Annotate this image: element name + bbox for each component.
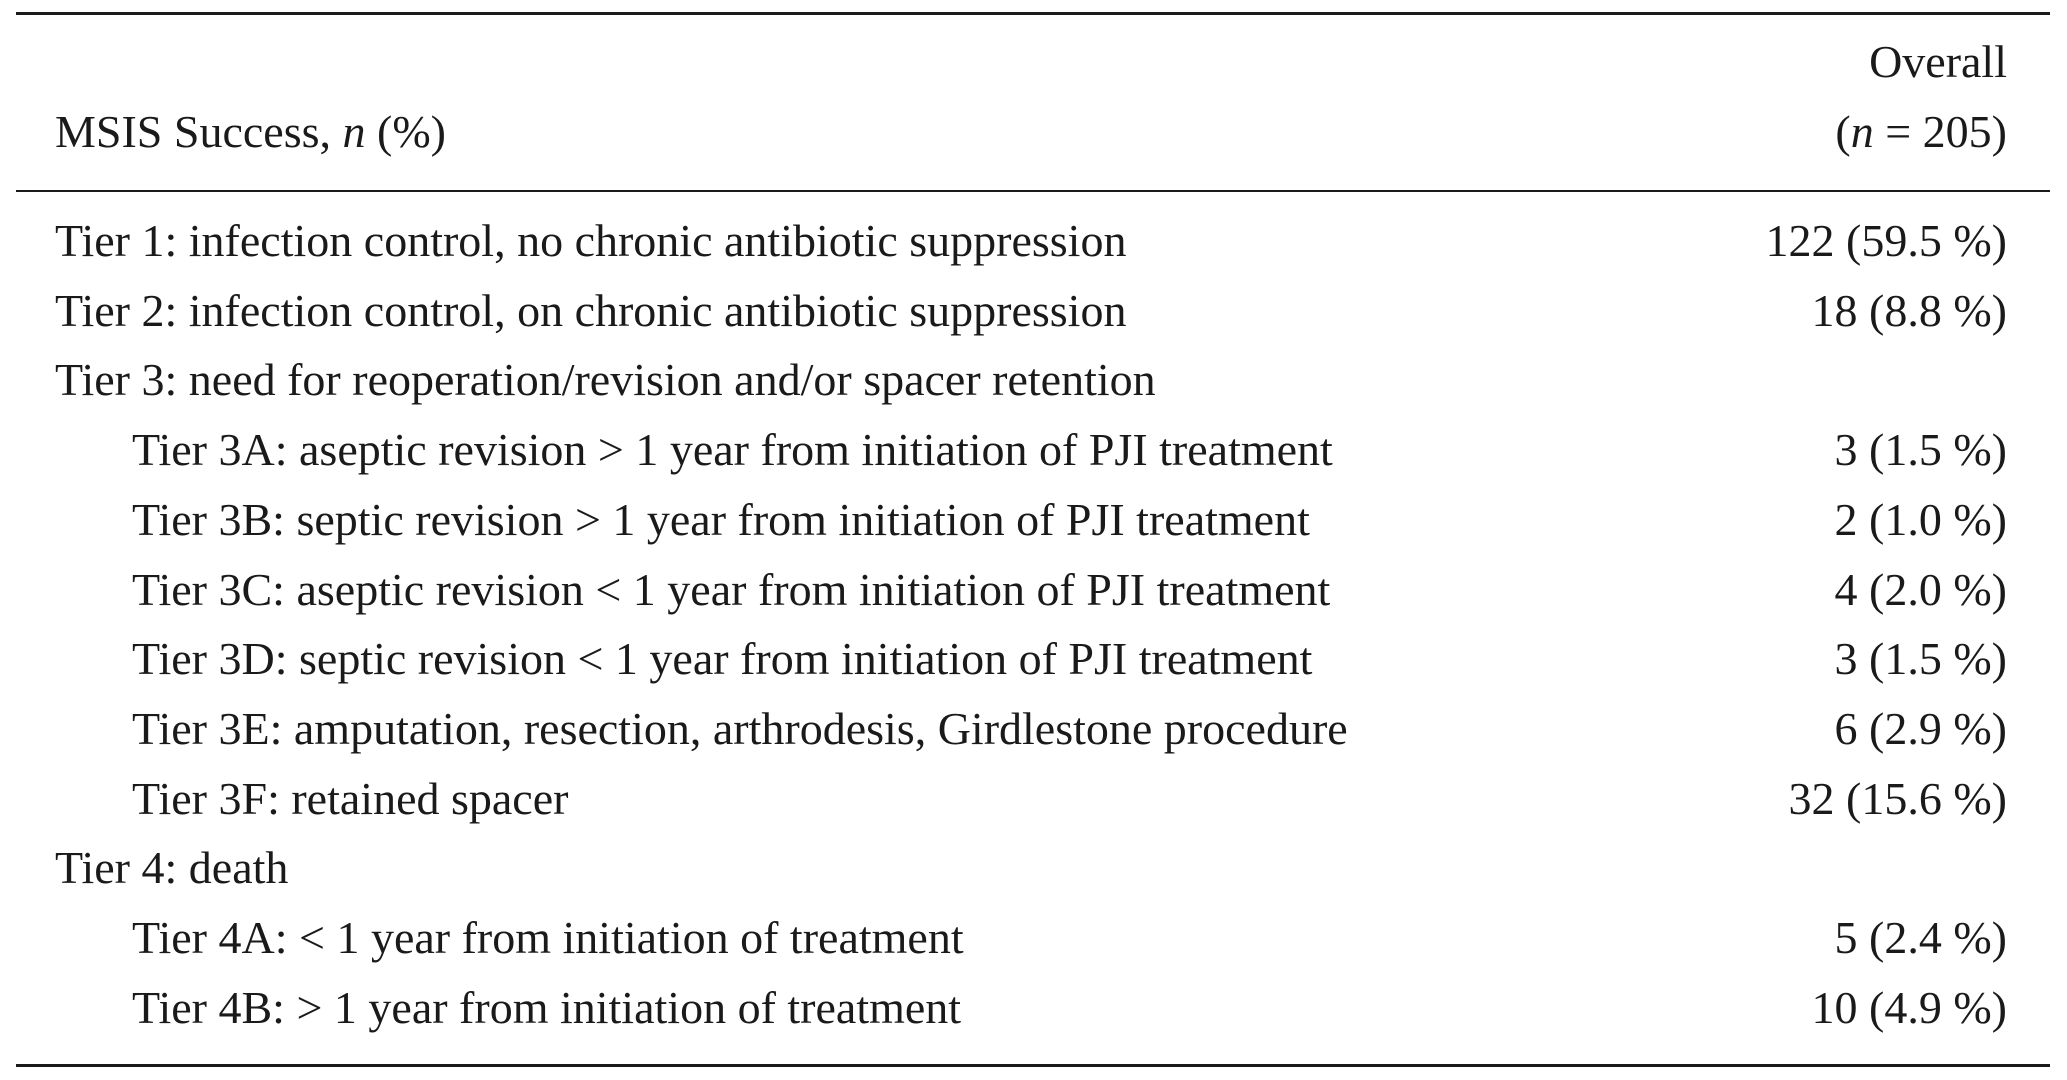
column-header-n [1835,104,2007,160]
paren-open: ( [1835,106,1851,157]
row-value: 2 (1.0 %) [1834,493,2007,545]
n-italic: n [1850,106,1874,157]
row-value: 122 (59.5 %) [1765,215,2007,266]
row-label: Tier 3A: aseptic revision > 1 year from initiation of PJI treatment [132,424,1333,476]
row-label: Tier 4: death [55,842,289,894]
row-value: 5 (2.4 %) [1834,912,2007,963]
row-label: Tier 4B: > 1 year from initiation of treatment [132,981,962,1033]
top-rule [16,12,2050,15]
row-label: Tier 2: infection control, on chronic antibiotic suppression [55,284,1127,336]
row-label: Tier 1: infection control, no chronic antibiotic suppression [55,215,1127,266]
n-value: = 205) [1873,106,2007,157]
column-header-overall: Overall [1869,36,2007,87]
row-label: Tier 4A: < 1 year from initiation of treatment [132,912,964,963]
row-value: 32 (15.6 %) [1788,772,2007,824]
row-value: 3 (1.5 %) [1834,633,2007,685]
header-n-italic: n [342,106,366,157]
row-header-label [55,104,446,160]
header-label-text: MSIS Success, [55,106,343,157]
row-value: 18 (8.8 %) [1811,284,2007,336]
row-label: Tier 3B: septic revision > 1 year from initiation of PJI treatment [132,493,1310,545]
header-label-suffix: (%) [365,106,446,157]
row-value: 10 (4.9 %) [1811,981,2007,1033]
row-label: Tier 3D: septic revision < 1 year from initiation of PJI treatment [132,633,1313,685]
row-value: 4 (2.0 %) [1834,563,2007,615]
row-value: 3 (1.5 %) [1834,424,2007,476]
row-label: Tier 3F: retained spacer [132,772,569,824]
row-value: 6 (2.9 %) [1834,702,2007,754]
row-label: Tier 3: need for reoperation/revision and/or spacer retention [55,354,1156,406]
row-label: Tier 3E: amputation, resection, arthrodesis, Girdlestone procedure [132,702,1348,754]
header-rule [16,190,2050,192]
row-label: Tier 3C: aseptic revision < 1 year from initiation of PJI treatment [132,563,1331,615]
bottom-rule [16,1064,2050,1067]
